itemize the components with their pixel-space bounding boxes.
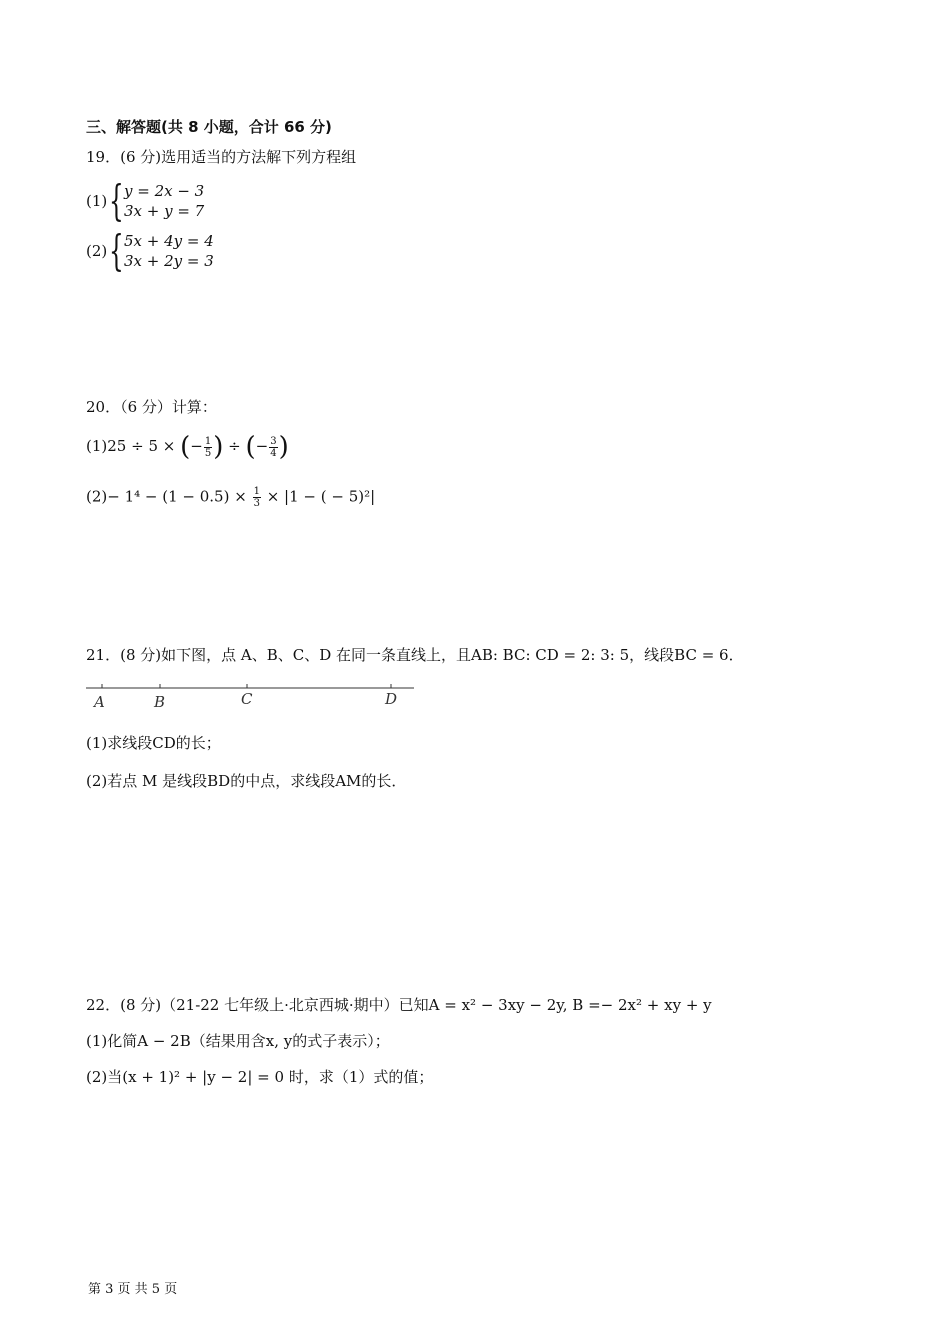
q19-p1-eq1: y = 2x − 3 — [123, 182, 205, 200]
q22-part-2: (2)当(x + 1)² + |y − 2| = 0 时，求（1）式的值； — [86, 1068, 434, 1086]
point-label-a: A — [94, 693, 105, 711]
q19-p1-eq2: 3x + y = 7 — [123, 202, 205, 220]
fraction: $\frac{1}{5}$ — [204, 435, 212, 459]
line-segment-figure — [84, 680, 424, 712]
q22-part-1: (1)化简A − 2B（结果用含x, y的式子表示）； — [86, 1032, 390, 1050]
q19-p1-label: (1) — [86, 192, 108, 210]
q20-p2-part-b: × |1 − ( − 5)²| — [261, 487, 376, 506]
page-number: 第 3 页 共 5 页 — [88, 1282, 178, 1297]
q20-p2-label: (2) — [86, 487, 108, 506]
q19-p2-eq1: 5x + 4y = 4 — [123, 232, 214, 250]
fraction: $\frac{1}{3}$ — [253, 486, 260, 509]
q21-part-1: (1)求线段CD的长； — [86, 734, 221, 752]
q20-expr-2 — [86, 486, 375, 509]
q19-prompt: 19．(6 分)选用适当的方法解下列方程组 — [86, 148, 357, 166]
q19-system-2 — [86, 226, 214, 275]
q19-p2-label: (2) — [86, 242, 108, 260]
point-label-d: D — [385, 690, 398, 708]
q21-part-2: (2)若点 M 是线段BD的中点，求线段AM的长． — [86, 772, 407, 790]
q19-system-1 — [86, 176, 205, 225]
q20-p1-mid: ÷ — [223, 437, 246, 455]
q20-p1-label: (1) — [86, 437, 108, 455]
fraction: $\frac{3}{4}$ — [270, 435, 277, 459]
q22-prompt: 22．(8 分)（21-22 七年级上·北京西城·期中）已知A = x² − 3xy − 2y, B =− 2x² + xy + y — [86, 996, 712, 1014]
point-label-c: C — [241, 690, 253, 708]
point-label-b: B — [154, 693, 166, 711]
q20-p2-part-a: − 1⁴ − (1 − 0.5) × — [107, 487, 252, 506]
q21-prompt: 21．(8 分)如下图，点 A、B、C、D 在同一条直线上，且AB: BC: CD = 2: 3: 5，线段BC = 6． — [86, 646, 744, 664]
q20-expr-1: (1)25 ÷ 5 × (− $\frac{1}{5}$ ) ÷ (− $\frac{3}{4}$ ) — [86, 432, 289, 462]
q20-prompt: 20．（6 分）计算： — [86, 398, 217, 416]
q19-p2-eq2: 3x + 2y = 3 — [123, 252, 214, 270]
section-title: 三、解答题(共 8 小题，合计 66 分) — [86, 118, 332, 136]
brace-icon: { — [109, 176, 124, 225]
q20-p1-part-a: 25 ÷ 5 × — [107, 437, 181, 455]
brace-icon: { — [109, 226, 124, 275]
